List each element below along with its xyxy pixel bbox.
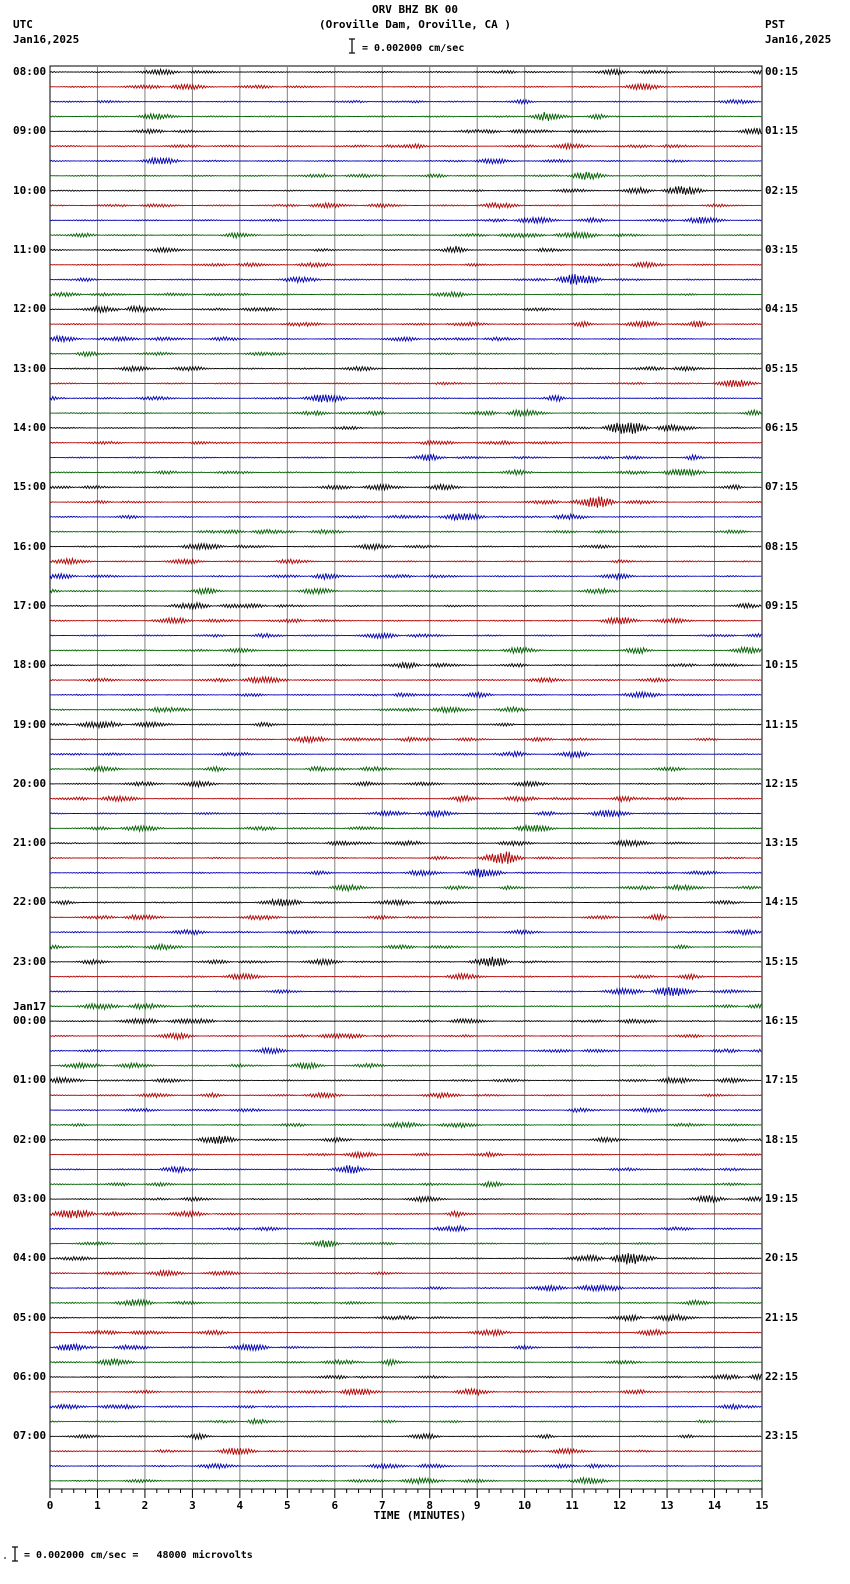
seismic-trace <box>50 1210 761 1218</box>
pst-hour-label: 15:15 <box>765 954 799 968</box>
x-tick-label: 11 <box>565 1499 579 1512</box>
seismic-trace <box>50 1330 761 1336</box>
seismic-trace <box>50 1004 761 1010</box>
seismic-trace <box>50 1048 761 1053</box>
seismic-trace <box>50 869 761 878</box>
pst-hour-label: 11:15 <box>765 717 799 731</box>
pst-hour-label: 12:15 <box>765 776 799 790</box>
seismic-trace <box>50 441 761 445</box>
seismic-trace <box>50 662 761 668</box>
utc-hour-label: 18:00 <box>13 658 47 672</box>
seismic-trace <box>50 143 761 148</box>
seismic-trace <box>50 410 761 417</box>
seismic-trace <box>50 633 761 638</box>
seismic-trace <box>50 603 761 609</box>
pst-hour-label: 20:15 <box>765 1251 799 1265</box>
seismic-trace <box>50 617 761 624</box>
seismic-trace <box>50 647 761 654</box>
utc-hour-label: 20:00 <box>13 776 47 790</box>
utc-hour-label: 10:00 <box>13 183 47 197</box>
pst-hour-label: 23:15 <box>765 1429 799 1443</box>
pst-hour-label: 02:15 <box>765 183 799 197</box>
seismic-trace <box>50 395 761 403</box>
seismic-trace <box>50 84 761 90</box>
pst-hour-label: 05:15 <box>765 361 799 375</box>
seismic-trace <box>50 321 761 327</box>
pst-hour-label: 07:15 <box>765 480 799 494</box>
pst-hour-label: 17:15 <box>765 1073 799 1087</box>
seismic-trace <box>50 262 761 267</box>
seismic-trace <box>50 1226 761 1231</box>
utc-hour-label: 05:00 <box>13 1310 47 1324</box>
seismic-trace <box>50 558 761 564</box>
utc-hour-label: 06:00 <box>13 1370 47 1384</box>
pst-hour-label: 22:15 <box>765 1370 799 1384</box>
x-axis-title: TIME (MINUTES) <box>373 1509 467 1522</box>
utc-hour-label: 16:00 <box>13 539 47 553</box>
seismic-trace <box>50 1240 761 1247</box>
seismic-trace <box>50 1299 761 1306</box>
pst-hour-label: 10:15 <box>765 658 799 672</box>
scale-label: = 0.002000 cm/sec <box>362 43 465 54</box>
seismic-trace <box>50 246 761 252</box>
seismic-trace <box>50 810 761 817</box>
pst-hour-label: 08:15 <box>765 539 799 553</box>
x-tick-label: 8 <box>426 1499 434 1512</box>
left-date: Jan16,2025 <box>13 33 80 46</box>
seismic-trace <box>50 1389 761 1395</box>
x-tick-label: 12 <box>612 1499 627 1512</box>
pst-hour-label: 14:15 <box>765 895 799 909</box>
pst-hour-label: 09:15 <box>765 598 799 612</box>
left-timezone: UTC <box>13 18 33 31</box>
seismic-trace <box>50 885 761 891</box>
seismic-trace <box>50 484 761 490</box>
pst-hour-label: 03:15 <box>765 242 799 256</box>
pst-hour-label: 01:15 <box>765 124 799 138</box>
utc-hour-label: 21:00 <box>13 836 47 850</box>
pst-hour-label: 00:15 <box>765 65 799 78</box>
seismic-trace <box>50 1019 761 1024</box>
pst-hour-label: 16:15 <box>765 1014 799 1028</box>
pst-hour-label: 13:15 <box>765 836 799 850</box>
seismic-trace <box>50 513 761 520</box>
seismic-trace <box>50 1374 761 1380</box>
seismic-trace <box>50 1152 761 1158</box>
seismic-trace <box>50 454 761 461</box>
seismic-trace <box>50 1434 761 1439</box>
seismic-trace <box>50 292 761 297</box>
seismic-trace <box>50 944 761 949</box>
seismic-trace <box>50 69 761 75</box>
utc-hour-label: 00:00 <box>13 1014 47 1028</box>
footer-scale-icon <box>2 1545 20 1563</box>
seismic-trace <box>50 1165 761 1173</box>
seismic-trace <box>50 336 761 342</box>
seismic-trace <box>50 1033 761 1039</box>
pst-hour-label: 06:15 <box>765 420 799 434</box>
seismic-trace <box>50 1271 761 1277</box>
x-tick-label: 3 <box>189 1499 196 1512</box>
utc-hour-label: 22:00 <box>13 895 47 909</box>
seismic-trace <box>50 1093 761 1098</box>
seismic-trace <box>50 380 761 387</box>
seismic-trace <box>50 128 761 134</box>
chart-subtitle: (Oroville Dam, Oroville, CA ) <box>318 18 512 31</box>
utc-hour-label: 07:00 <box>13 1429 47 1443</box>
seismic-trace <box>50 100 761 104</box>
seismic-trace <box>50 1344 761 1351</box>
seismic-trace <box>50 1108 761 1112</box>
utc-hour-label: 13:00 <box>13 361 47 375</box>
utc-hour-label: 08:00 <box>13 65 47 78</box>
seismic-trace <box>50 1315 761 1321</box>
seismic-trace <box>50 899 761 906</box>
seismic-trace <box>50 352 761 357</box>
right-date: Jan16,2025 <box>765 33 832 46</box>
seismic-trace <box>50 366 761 371</box>
utc-hour-label: 14:00 <box>13 420 47 434</box>
seismic-trace <box>50 1136 761 1144</box>
right-timezone: PST <box>765 18 785 31</box>
seismic-trace <box>50 496 761 507</box>
seismic-trace <box>50 957 761 967</box>
seismic-trace <box>50 781 761 786</box>
seismic-trace <box>50 852 761 864</box>
x-tick-label: 10 <box>518 1499 532 1512</box>
seismic-trace <box>50 692 761 698</box>
seismic-trace <box>50 796 761 802</box>
seismic-trace <box>50 930 761 935</box>
seismic-trace <box>50 112 761 121</box>
seismic-trace <box>50 423 761 434</box>
seismic-trace <box>50 157 761 164</box>
chart-title: ORV BHZ BK 00 <box>371 3 459 16</box>
seismic-trace <box>50 544 761 550</box>
utc-hour-label: 04:00 <box>13 1251 47 1265</box>
seismic-trace <box>50 530 761 534</box>
pst-hour-label: 18:15 <box>765 1132 799 1146</box>
x-tick-label: 13 <box>660 1499 674 1512</box>
seismic-trace <box>50 974 761 980</box>
pst-hour-label: 21:15 <box>765 1310 799 1324</box>
seismic-trace <box>50 1122 761 1127</box>
seismic-trace <box>50 1195 761 1202</box>
seismic-trace <box>50 1359 761 1366</box>
seismic-trace <box>50 987 761 996</box>
footer-scale-text: = 0.002000 cm/sec = 48000 microvolts <box>24 1550 253 1561</box>
utc-hour-label: 12:00 <box>13 302 47 316</box>
x-tick-label: 2 <box>141 1499 149 1512</box>
x-tick-label: 15 <box>755 1499 769 1512</box>
x-tick-label: 5 <box>284 1499 291 1512</box>
seismic-trace <box>50 722 761 728</box>
seismic-trace <box>50 274 761 285</box>
x-tick-label: 14 <box>707 1499 722 1512</box>
seismic-trace <box>50 1419 761 1424</box>
seismic-trace <box>50 1478 761 1484</box>
pst-hour-label: 19:15 <box>765 1192 799 1206</box>
seismic-trace <box>50 677 761 683</box>
seismic-trace <box>50 186 761 195</box>
x-tick-label: 9 <box>473 1499 481 1512</box>
seismic-trace <box>50 203 761 208</box>
seismic-trace <box>50 172 761 180</box>
seismic-trace <box>50 707 761 713</box>
seismic-trace <box>50 1464 761 1469</box>
seismic-trace <box>50 1253 761 1264</box>
pst-hour-label: 04:15 <box>765 302 799 316</box>
seismic-trace <box>50 840 761 846</box>
x-tick-label: 4 <box>236 1499 244 1512</box>
seismic-trace <box>50 217 761 223</box>
utc-hour-label: 11:00 <box>13 242 47 256</box>
seismic-trace <box>50 588 761 594</box>
x-tick-label: 0 <box>46 1499 54 1512</box>
seismic-trace <box>50 751 761 757</box>
utc-hour-label: 03:00 <box>13 1192 47 1206</box>
utc-hour-label: 17:00 <box>13 598 47 612</box>
seismic-trace <box>50 306 761 313</box>
x-tick-label: 7 <box>378 1499 386 1512</box>
x-tick-label: 1 <box>94 1499 101 1512</box>
seismic-trace <box>50 1285 761 1291</box>
seismic-trace <box>50 915 761 921</box>
seismic-trace <box>50 825 761 832</box>
seismic-trace <box>50 1404 761 1409</box>
seismic-trace <box>50 469 761 476</box>
seismic-trace <box>50 1448 761 1455</box>
seismic-trace <box>50 736 761 742</box>
utc-hour-label: 09:00 <box>13 124 47 138</box>
utc-date-change-label: Jan17 <box>13 1000 47 1014</box>
seismic-trace <box>50 1182 761 1187</box>
seismic-trace <box>50 766 761 771</box>
x-tick-label: 6 <box>331 1499 339 1512</box>
utc-hour-label: 15:00 <box>13 480 47 494</box>
utc-hour-label: 01:00 <box>13 1073 47 1087</box>
seismic-trace <box>50 232 761 238</box>
seismic-trace <box>50 573 761 579</box>
utc-hour-label: 02:00 <box>13 1132 47 1146</box>
seismic-trace <box>50 1078 761 1084</box>
utc-hour-label: 19:00 <box>13 717 47 731</box>
utc-hour-label: 23:00 <box>13 954 47 968</box>
seismic-trace <box>50 1063 761 1069</box>
